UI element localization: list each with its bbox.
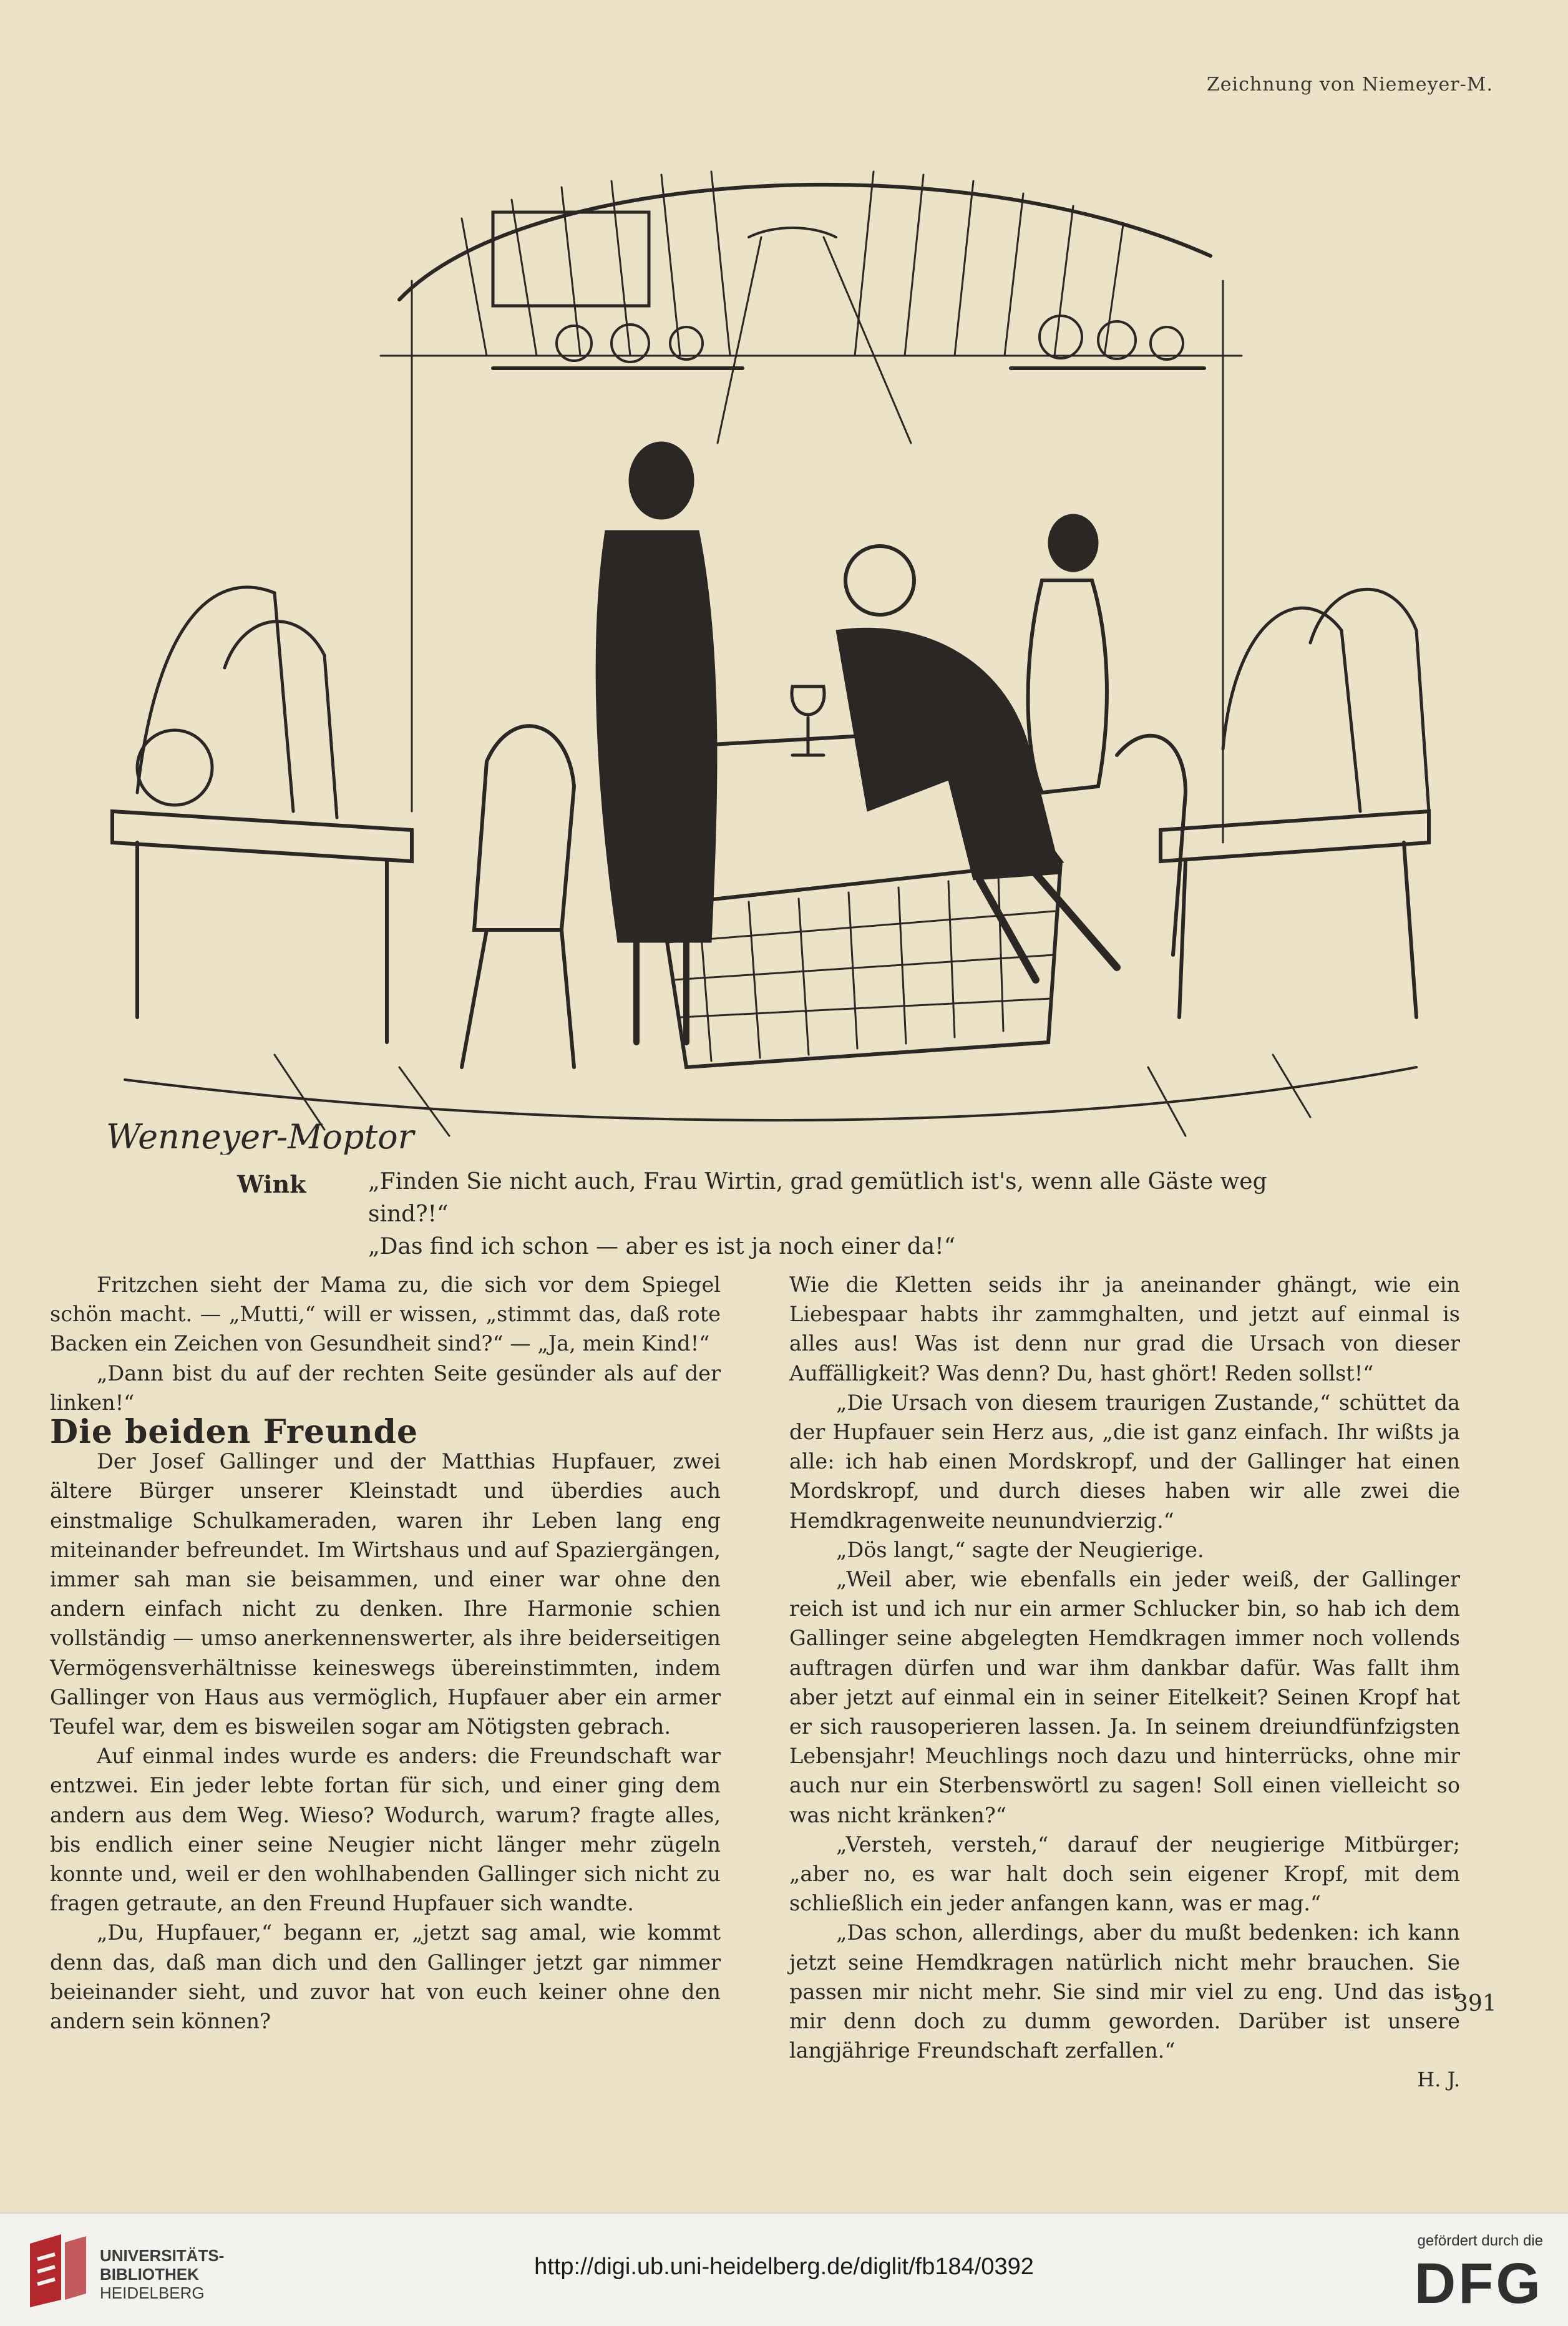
illustration-credit: Zeichnung von Niemeyer-M. (1206, 74, 1493, 95)
caption-line-2: „Das find ich schon — aber es ist ja noch einer da!“ (368, 1234, 956, 1259)
right-column (789, 1270, 1460, 2095)
author-signature: H. J. (1417, 2068, 1460, 2092)
story-title: Die beiden Freunde (50, 1413, 419, 1452)
story-paragraph: „Das schon, allerdings, aber du mußt bedenken: ich kann jetzt seine Hemdkragen natürlich nicht mehr brauchen. Sie passen mir nicht mehr. Sie sind mir viel zu eng. Und das ist mir denn doch zu dumm geworden. Darüber ist unsere langjährige Freundschaft zerfallen.“ (789, 1920, 1460, 2063)
story-paragraph: „Du, Hupfauer,“ begann er, „jetzt sag amal, wie kommt denn das, daß man dich und den Gallinger jetzt gar nimmer beieinander sieht, und zuvor hat von euch keiner ohne den andern sein können? (50, 1920, 721, 2034)
permalink-url[interactable]: http://digi.ub.uni-heidelberg.de/diglit/fb184/0392 (534, 2254, 1034, 2280)
funding-note: gefördert durch die (1417, 2232, 1543, 2249)
story-paragraph: Auf einmal indes wurde es anders: die Freundschaft war entzwei. Ein jeder lebte fortan für sich, und einer ging dem andern aus dem Weg. Wieso? Wodurch, warum? fragte alles, bis endlich einer seine Neugier nicht länger mehr zügeln konnte und, weil er den wohlhabenden Gallinger sich nicht zu fragen getraute, an den Freund Hupfauer sich wandte. (50, 1744, 721, 1916)
caption-label: Wink (237, 1170, 306, 1198)
artist-signature: Wenneyer-Moptor (106, 1117, 414, 1155)
dfg-logo[interactable]: DFG (1414, 2252, 1543, 2315)
page-number: 391 (1454, 1991, 1497, 2016)
story-paragraph: „Die Ursach von diesem traurigen Zustande,“ schüttet da der Hupfauer sein Herz aus, „die ist ganz einfach. Ihr wißts ja alle: ich hab einen Mordskropf, und der Gallinger hat einen Mordskropf, und durch dieses haben wir alle zwei die Hemdkragenweite neunundvierzig.“ (789, 1390, 1460, 1533)
caption-line-1: „Finden Sie nicht auch, Frau Wirtin, grad gemütlich ist's, wenn alle Gäste weg sind?!“ (368, 1169, 1267, 1227)
anecdote-paragraph: Fritzchen sieht der Mama zu, die sich vor dem Spiegel schön macht. — „Mutti,“ will er wissen, „stimmt das, daß rote Backen ein Zeichen von Gesundheit sind?“ — „Ja, mein Kind!“ (50, 1273, 721, 1356)
anecdote-paragraph: „Dann bist du auf der rechten Seite gesünder als auf der linken!“ (50, 1361, 721, 1415)
viewer-footer (0, 2212, 1568, 2326)
left-column (50, 1270, 721, 2036)
story-paragraph: „Weil aber, wie ebenfalls ein jeder weiß, der Gallinger reich ist und ich nur ein armer Schlucker bin, so hab ich dem Gallinger seine abgelegten Hemdkragen immer noch vollends auftragen dürfen und war ihm dankbar dafür. Was fallt ihm aber jetzt auf einmal ein in seiner Eitelkeit? Seinen Kropf hat er sich rausoperieren lassen. Ja. In seinem dreiundfünfzigsten Lebensjahr! Meuchlings noch dazu und hinterrücks, ohne mir auch nur ein Sterbenswörtl zu sagen! Soll einen vielleicht so was nicht kränken?“ (789, 1567, 1460, 1827)
institution-name[interactable]: UNIVERSITÄTS- BIBLIOTHEK HEIDELBERG (100, 2246, 225, 2302)
story-paragraph: „Versteh, versteh,“ darauf der neugierige Mitbürger; „aber no, es war halt doch sein eigener Kropf, mit dem schließlich ein jeder anfangen kann, was er mag.“ (789, 1832, 1460, 1916)
story-paragraph: Der Josef Gallinger und der Matthias Hupfauer, zwei ältere Bürger unserer Kleinstadt und überdies auch einstmalige Schulkameraden, waren ihr Leben lang eng miteinander befreundet. Im Wirtshaus und auf Spaziergängen, immer sah man sie beisammen, und einer war ohne den andern einfach nicht zu denken. Ihre Harmonie schien vollständig — umso anerkennenswerter, als ihre beiderseitigen Vermögensverhältnisse keineswegs übereinstimmten, indem Gallinger von Haus aus vermöglich, Hupfauer aber ein armer Teufel war, dem es bisweilen sogar am Nötigsten gebrach. (50, 1449, 721, 1739)
story-paragraph: Wie die Kletten seids ihr ja aneinander ghängt, wie ein Liebespaar habts ihr zammghalten, und jetzt auf einmal is alles aus! Was ist denn nur grad die Ursach von dieser Auffälligkeit? Was denn? Du, hast ghört! Reden sollst!“ (789, 1273, 1460, 1385)
story-paragraph: „Dös langt,“ sagte der Neugierige. (836, 1537, 1204, 1562)
caption (368, 1166, 1304, 1263)
pen-drawing-illustration (87, 94, 1479, 1155)
